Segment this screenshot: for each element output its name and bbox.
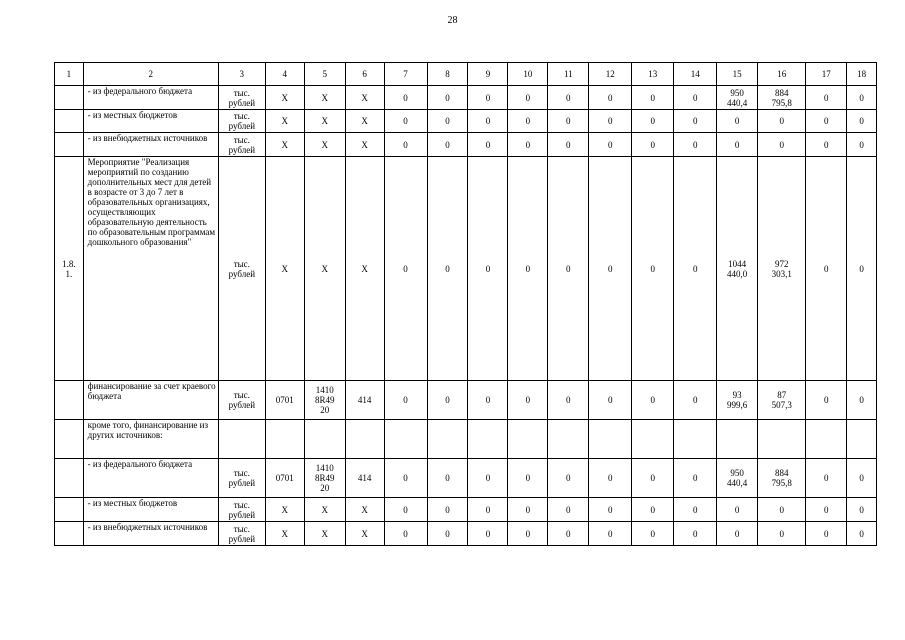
table-cell (345, 420, 384, 459)
table-cell: 0 (806, 522, 847, 546)
table-cell (632, 420, 674, 459)
table-cell: Х (304, 498, 345, 522)
table-row (55, 133, 877, 157)
table-cell: 0 (468, 381, 508, 420)
table-cell (304, 420, 345, 459)
table-cell: 0 (468, 459, 508, 498)
column-header: 3 (218, 63, 265, 86)
table-cell (55, 522, 84, 546)
table-cell: 0 (468, 522, 508, 546)
table-cell: 0 (548, 110, 589, 133)
table-cell: тыс. рублей (218, 381, 265, 420)
table-cell: 0 (674, 110, 717, 133)
table-cell: 0 (548, 381, 589, 420)
table-cell: 0 (468, 498, 508, 522)
table-cell (508, 420, 548, 459)
column-header: 9 (468, 63, 508, 86)
row-label-cell: финансирование за счет краевого бюджета (83, 381, 218, 420)
table-cell: 0 (632, 498, 674, 522)
table-cell: 0 (548, 498, 589, 522)
table-cell (674, 420, 717, 459)
table-cell: 0 (589, 381, 632, 420)
table-cell: 0 (717, 498, 758, 522)
table-cell: 0 (806, 86, 847, 110)
table-cell: 0 (847, 133, 877, 157)
table-cell: 0 (632, 459, 674, 498)
column-header: 12 (589, 63, 632, 86)
table-cell: 0 (632, 133, 674, 157)
table-cell: 972 303,1 (758, 157, 806, 381)
table-cell: тыс. рублей (218, 110, 265, 133)
table-cell: 0 (427, 381, 468, 420)
table-cell: 87 507,3 (758, 381, 806, 420)
column-header: 13 (632, 63, 674, 86)
table-cell: 0 (384, 86, 427, 110)
table-row (55, 157, 877, 381)
table-cell: 0 (758, 522, 806, 546)
table-cell: 0 (589, 133, 632, 157)
table-cell: 0 (847, 86, 877, 110)
table-cell: 0 (427, 522, 468, 546)
budget-table (54, 62, 877, 546)
table-cell: 0 (589, 522, 632, 546)
table-cell: Х (265, 522, 304, 546)
table-cell: Х (345, 522, 384, 546)
table-cell: Х (304, 133, 345, 157)
table-cell: 0 (847, 522, 877, 546)
table-cell: 0 (758, 133, 806, 157)
table-cell: 0 (427, 86, 468, 110)
table-cell: 0 (717, 110, 758, 133)
table-cell: 0 (548, 157, 589, 381)
table-cell: 884 795,8 (758, 459, 806, 498)
table-cell: 0 (589, 459, 632, 498)
table-cell (55, 459, 84, 498)
table-cell: 0 (508, 381, 548, 420)
table-cell: тыс. рублей (218, 133, 265, 157)
column-header: 6 (345, 63, 384, 86)
column-header: 11 (548, 63, 589, 86)
row-label-cell: Мероприятие "Реализация мероприятий по созданию дополнительных мест для детей в возрасте от 3 до 7 лет в образовательных организациях, осуществляющих образовательную деятельность по образовательным программам дошкольного образования" (83, 157, 218, 381)
table-cell: 1044 440,0 (717, 157, 758, 381)
table-cell: 0 (847, 498, 877, 522)
table-cell: 0 (674, 86, 717, 110)
table-cell: 414 (345, 459, 384, 498)
table-row (55, 86, 877, 110)
table-cell: 0 (548, 133, 589, 157)
table-cell: 0 (674, 522, 717, 546)
table-row (55, 381, 877, 420)
table-cell: 0 (384, 110, 427, 133)
table-cell: 0 (806, 157, 847, 381)
table-body (55, 63, 877, 546)
table-cell: Х (345, 133, 384, 157)
table-row (55, 522, 877, 546)
table-cell: 0 (589, 498, 632, 522)
table-cell: тыс. рублей (218, 459, 265, 498)
row-label-cell: - из внебюджетных источников (83, 522, 218, 546)
table-cell: 0 (632, 110, 674, 133)
table-cell: Х (345, 157, 384, 381)
table-cell (468, 420, 508, 459)
table-cell: Х (345, 498, 384, 522)
table-cell: 0 (548, 86, 589, 110)
table-cell: 0 (717, 522, 758, 546)
table-cell: 0 (847, 381, 877, 420)
table-cell: 0 (384, 459, 427, 498)
table-cell (847, 420, 877, 459)
table-cell: 0 (589, 110, 632, 133)
table-cell: Х (265, 86, 304, 110)
table-cell: 0 (806, 381, 847, 420)
column-header: 5 (304, 63, 345, 86)
table-cell: тыс. рублей (218, 522, 265, 546)
table-cell: 0701 (265, 459, 304, 498)
table-cell: 1.8. 1. (55, 157, 84, 381)
column-header: 15 (717, 63, 758, 86)
table-cell (758, 420, 806, 459)
table-row (55, 498, 877, 522)
table-cell: 1410 8R49 20 (304, 459, 345, 498)
column-header: 1 (55, 63, 84, 86)
table-cell: тыс. рублей (218, 498, 265, 522)
column-header: 17 (806, 63, 847, 86)
row-label-cell: - из федерального бюджета (83, 459, 218, 498)
table-cell: 884 795,8 (758, 86, 806, 110)
table-cell: 0 (632, 86, 674, 110)
table-cell (427, 420, 468, 459)
table-cell: 0 (427, 110, 468, 133)
table-cell (55, 381, 84, 420)
table-cell: 0 (508, 86, 548, 110)
table-cell: 0 (758, 498, 806, 522)
table-cell (589, 420, 632, 459)
table-cell (265, 420, 304, 459)
table-cell: 0 (589, 86, 632, 110)
table-cell: 0 (806, 459, 847, 498)
table-cell: Х (265, 498, 304, 522)
table-cell: 0 (427, 498, 468, 522)
column-header: 8 (427, 63, 468, 86)
column-header: 18 (847, 63, 877, 86)
table-cell: тыс. рублей (218, 157, 265, 381)
table-cell: 0 (508, 522, 548, 546)
table-cell: 93 999,6 (717, 381, 758, 420)
column-header: 14 (674, 63, 717, 86)
row-label-cell: - из внебюджетных источников (83, 133, 218, 157)
table-cell: 0 (384, 157, 427, 381)
table-cell: тыс. рублей (218, 86, 265, 110)
column-header: 2 (83, 63, 218, 86)
table-cell: 0 (847, 459, 877, 498)
page-number: 28 (447, 15, 458, 26)
table-cell: 0 (508, 133, 548, 157)
column-header: 16 (758, 63, 806, 86)
table-cell: 0 (508, 498, 548, 522)
table-row (55, 110, 877, 133)
table-cell (55, 133, 84, 157)
table-cell: 0 (384, 522, 427, 546)
table-cell: 0 (758, 110, 806, 133)
table-cell: 0 (427, 157, 468, 381)
table-cell: 0 (806, 133, 847, 157)
table-cell: Х (304, 86, 345, 110)
table-cell (806, 420, 847, 459)
table-cell: 1410 8R49 20 (304, 381, 345, 420)
table-cell: Х (345, 110, 384, 133)
table-cell: 950 440,4 (717, 459, 758, 498)
table-cell: 0 (384, 498, 427, 522)
table-cell: 0 (508, 110, 548, 133)
column-header: 10 (508, 63, 548, 86)
table-cell: 0 (847, 110, 877, 133)
table-cell (55, 110, 84, 133)
table-cell (55, 86, 84, 110)
table-cell: Х (304, 157, 345, 381)
table-cell: 0 (806, 498, 847, 522)
table-cell: 0 (427, 459, 468, 498)
row-label-cell: - из местных бюджетов (83, 110, 218, 133)
table-cell (384, 420, 427, 459)
table-cell: Х (304, 110, 345, 133)
table-cell: 0 (468, 157, 508, 381)
table-cell: 950 440,4 (717, 86, 758, 110)
table-cell: Х (265, 133, 304, 157)
table-cell: 0 (548, 522, 589, 546)
table-cell: 0 (384, 133, 427, 157)
header-row (55, 63, 877, 86)
table-cell: 0 (548, 459, 589, 498)
row-label-cell: - из федерального бюджета (83, 86, 218, 110)
table-row (55, 420, 877, 459)
column-header: 4 (265, 63, 304, 86)
table-cell: 0 (468, 133, 508, 157)
table-cell: 0 (674, 498, 717, 522)
table-cell: 0 (717, 133, 758, 157)
table-cell: 0 (632, 381, 674, 420)
table-cell (717, 420, 758, 459)
row-label-cell: - из местных бюджетов (83, 498, 218, 522)
table-cell: Х (265, 110, 304, 133)
table-cell: 0 (508, 157, 548, 381)
column-header: 7 (384, 63, 427, 86)
table-cell: 0 (589, 157, 632, 381)
table-cell (548, 420, 589, 459)
table-cell: 414 (345, 381, 384, 420)
table-cell: Х (265, 157, 304, 381)
table-cell: 0 (468, 86, 508, 110)
table-cell: 0701 (265, 381, 304, 420)
table-cell: 0 (674, 133, 717, 157)
table-cell: 0 (674, 381, 717, 420)
table-cell (218, 420, 265, 459)
table-cell: Х (304, 522, 345, 546)
table-cell: 0 (384, 381, 427, 420)
table-cell: 0 (674, 459, 717, 498)
table-cell: 0 (632, 522, 674, 546)
table-cell: 0 (806, 110, 847, 133)
table-cell: 0 (427, 133, 468, 157)
table-cell: 0 (632, 157, 674, 381)
table-cell (55, 420, 84, 459)
table-cell: 0 (508, 459, 548, 498)
table-cell: 0 (674, 157, 717, 381)
table-cell: 0 (847, 157, 877, 381)
table-cell: Х (345, 86, 384, 110)
table-row (55, 459, 877, 498)
table-cell: 0 (468, 110, 508, 133)
row-label-cell: кроме того, финансирование из других источников: (83, 420, 218, 459)
table-cell (55, 498, 84, 522)
